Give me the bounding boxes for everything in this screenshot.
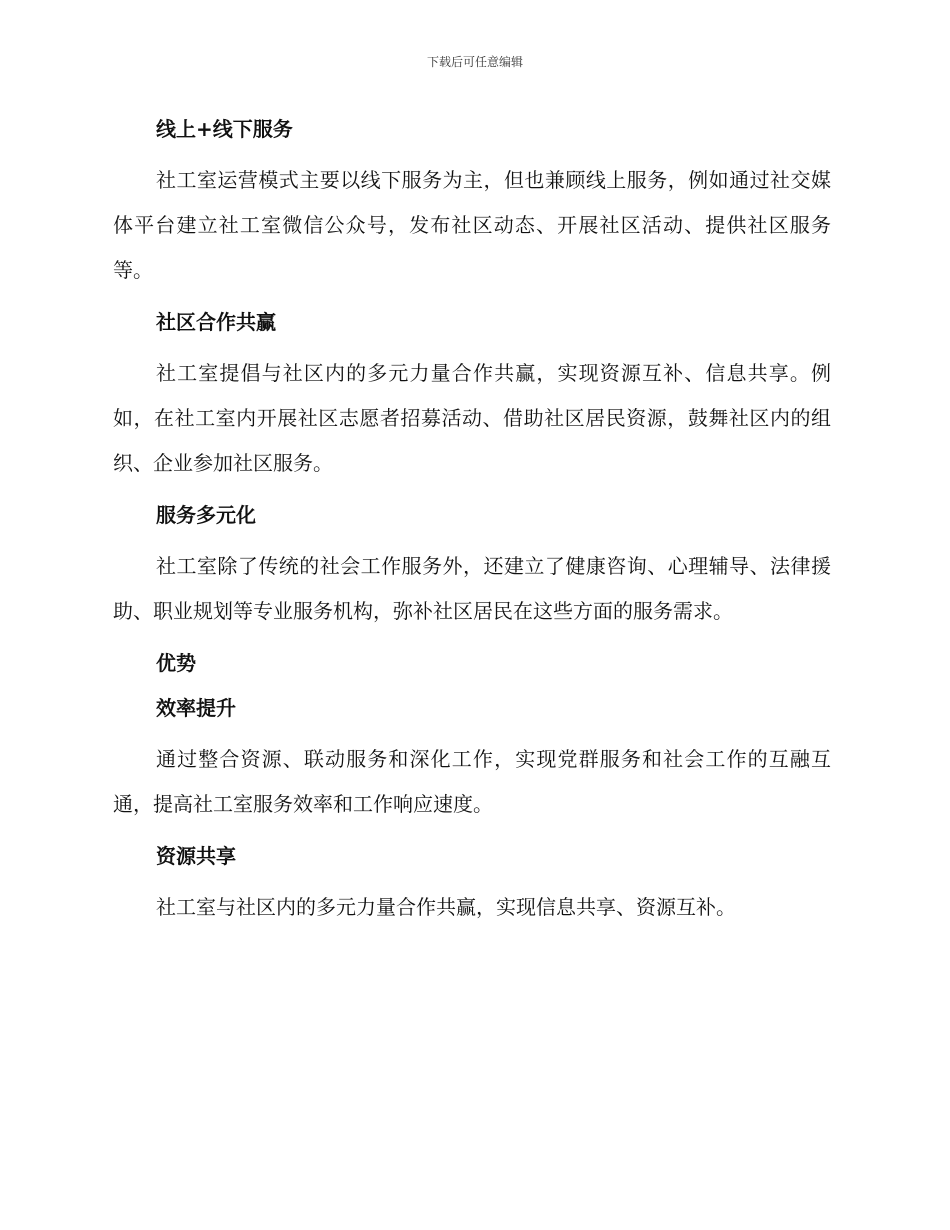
section-heading-resource-sharing: 资源共享 xyxy=(156,844,236,868)
document-body xyxy=(113,113,831,930)
section-heading-advantages: 优势 xyxy=(156,651,196,675)
page-header-note: 下载后可任意编辑 xyxy=(426,55,523,69)
section-paragraph-online-offline: 社工室运营模式主要以线下服务为主，但也兼顾线上服务，例如通过社交媒体平台建立社工室微信公众号，发布社区动态、开展社区活动、提供社区服务等。 xyxy=(113,168,831,282)
section-heading-service-diversification: 服务多元化 xyxy=(156,503,256,527)
section-paragraph-resource-sharing: 社工室与社区内的多元力量合作共赢，实现信息共享、资源互补。 xyxy=(156,895,736,919)
section-paragraph-service-diversification: 社工室除了传统的社会工作服务外，还建立了健康咨询、心理辅导、法律援助、职业规划等专业服务机构，弥补社区居民在这些方面的服务需求。 xyxy=(113,554,831,623)
section-heading-online-offline: 线上+线下服务 xyxy=(156,117,293,141)
section-heading-community-cooperation: 社区合作共赢 xyxy=(156,310,276,334)
section-heading-efficiency: 效率提升 xyxy=(156,696,236,720)
section-paragraph-efficiency: 通过整合资源、联动服务和深化工作，实现党群服务和社会工作的互融互通，提高社工室服务效率和工作响应速度。 xyxy=(113,747,831,816)
section-paragraph-community-cooperation: 社工室提倡与社区内的多元力量合作共赢，实现资源互补、信息共享。例如，在社工室内开展社区志愿者招募活动、借助社区居民资源，鼓舞社区内的组织、企业参加社区服务。 xyxy=(113,361,831,475)
